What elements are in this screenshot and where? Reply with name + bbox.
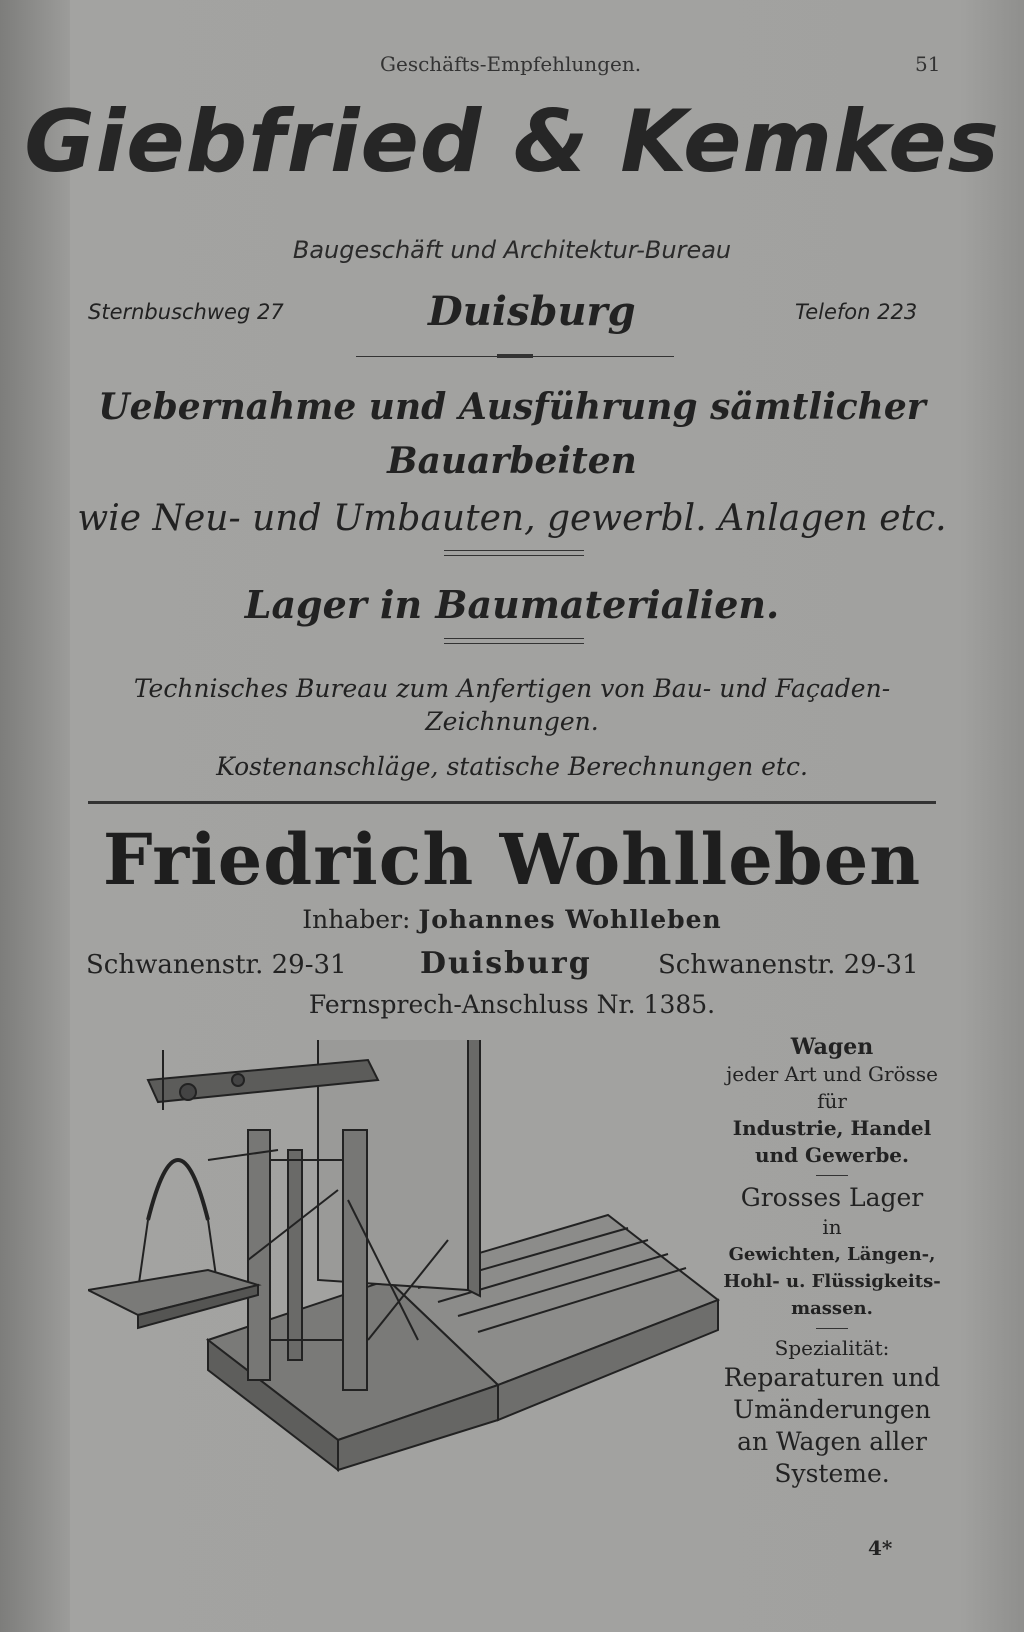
ad1-phone: Telefon 223 [795,300,918,324]
ad-separator-rule [88,801,936,804]
ad1-service-line1: Uebernahme und Ausführung sämtlicher [98,386,926,428]
ad1-tech-line3: Kostenanschläge, statische Berechnungen etc. [216,752,808,781]
page-number: 51 [915,52,941,76]
ad1-city: Duisburg [428,288,636,335]
side-line4: und Gewerbe. [755,1143,909,1167]
side-stock-line3: massen. [791,1298,873,1319]
side-stock-heading: Grosses Lager [740,1183,924,1212]
ad2-side-column [722,1034,942,1490]
side-stock-in: in [822,1215,842,1239]
ad1-double-rule-top-a [444,550,584,551]
ad2-owner-name: Johannes Wohlleben [418,905,722,934]
ad1-double-rule-top-b [444,555,584,556]
side-line1: jeder Art und Grösse [726,1062,938,1086]
side-specialty-line3: an Wagen aller [737,1427,927,1456]
ad2-owner-label: Inhaber: [302,905,411,934]
ad1-double-rule-bottom-b [444,643,584,644]
running-title: Geschäfts-Empfehlungen. [380,52,642,76]
side-specialty-line2: Umänderungen [733,1395,931,1424]
ad1-firm-name: Giebfried & Kemkes [24,92,1000,192]
sheet-number: 4* [868,1536,893,1560]
side-dash-1 [816,1175,848,1176]
ad2-firm-name: Friedrich Wohlleben [102,818,922,901]
ad1-subtitle: Baugeschäft und Architektur-Bureau [292,236,732,264]
side-line3: Industrie, Handel [732,1116,932,1140]
side-stock-line2: Hohl- u. Flüssigkeits- [723,1271,941,1292]
side-specialty-line1: Reparaturen und [723,1363,941,1392]
ad2-city: Duisburg [420,946,592,981]
side-specialty-label: Spezialität: [774,1336,890,1360]
ad1-double-rule-bottom-a [444,638,584,639]
ad2-street-right: Schwanenstr. 29-31 [658,950,919,980]
side-specialty-line4: Systeme. [774,1459,890,1488]
ad1-service-line2: Bauarbeiten [387,440,637,482]
ad1-tech-line1: Technisches Bureau zum Anfertigen von Bau- und Façaden- [133,674,891,703]
ad1-service-line3: wie Neu- und Umbauten, gewerbl. Anlagen etc. [77,498,947,539]
ad1-street: Sternbuschweg 27 [88,300,284,324]
side-stock-line1: Gewichten, Längen-, [728,1244,936,1265]
ad2-street-left: Schwanenstr. 29-31 [86,950,347,980]
ad1-storage: Lager in Baumaterialien. [244,582,780,627]
platform-scale-illustration [88,1040,730,1510]
ad2-phone: Fernsprech-Anschluss Nr. 1385. [308,990,716,1019]
ad1-divider-bar [497,354,533,358]
side-heading: Wagen [790,1034,874,1060]
ad1-tech-line2: Zeichnungen. [425,707,599,736]
side-line2: für [817,1089,847,1113]
side-dash-2 [816,1328,848,1329]
ad2-owner [0,905,1024,934]
